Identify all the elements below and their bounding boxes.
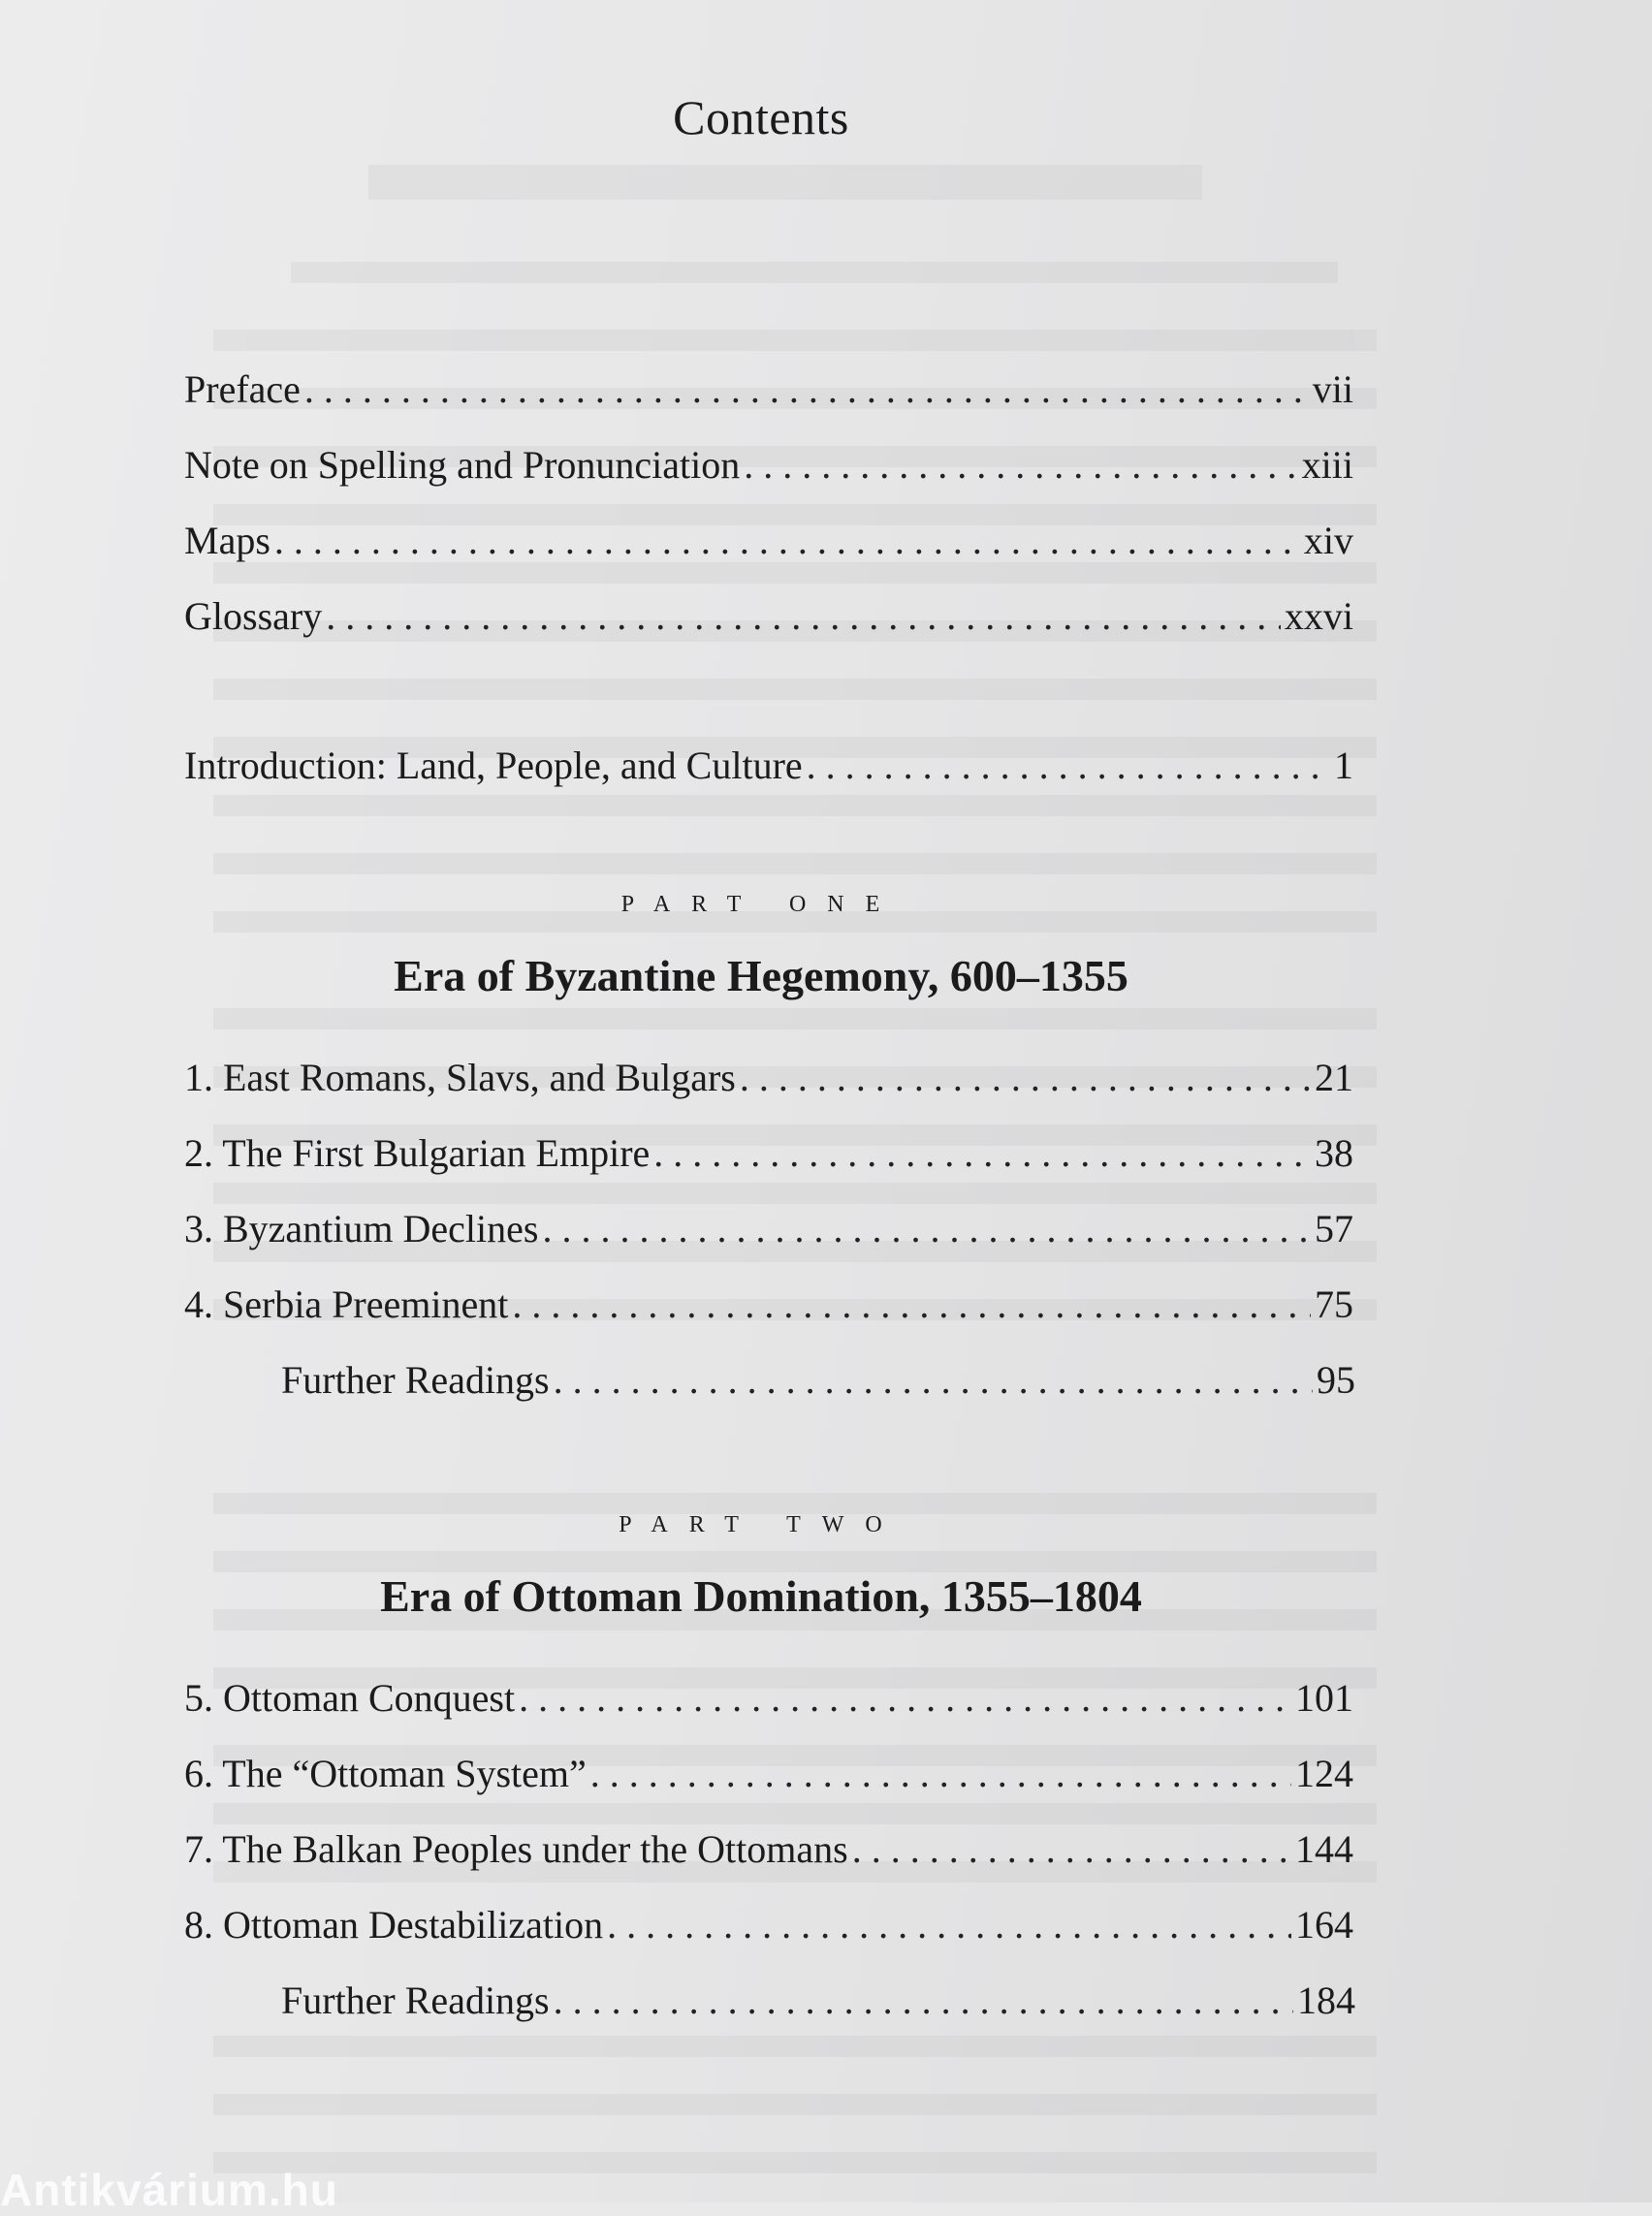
toc-leader-dots	[740, 1055, 1311, 1100]
toc-leader-dots	[304, 366, 1309, 412]
toc-entry-page: 95	[1317, 1358, 1355, 1402]
toc-entry-page: xiii	[1301, 443, 1353, 487]
toc-entry-page: 75	[1315, 1282, 1353, 1326]
toc-entry-label: 4. Serbia Preeminent	[184, 1282, 509, 1326]
toc-entry-label: 3. Byzantium Declines	[184, 1207, 539, 1250]
part-two-label: PART TWO	[619, 1512, 904, 1537]
toc-leader-dots	[554, 1978, 1293, 2023]
toc-entry-page: 184	[1297, 1979, 1355, 2022]
toc-entry-page: 144	[1295, 1827, 1353, 1871]
toc-entry-introduction	[184, 743, 1353, 801]
toc-entry-chapter-3	[184, 1206, 1353, 1264]
toc-leader-dots	[653, 1130, 1311, 1176]
toc-entry-label: 5. Ottoman Conquest	[184, 1676, 516, 1720]
toc-entry-label: 1. East Romans, Slavs, and Bulgars	[184, 1056, 736, 1099]
toc-entry-label: Further Readings	[281, 1358, 550, 1402]
toc-entry-chapter-5	[184, 1675, 1353, 1733]
toc-entry-chapter-7	[184, 1826, 1353, 1884]
toc-entry-maps	[184, 518, 1353, 576]
toc-entry-label: Preface	[184, 367, 301, 411]
toc-entry-page: 164	[1295, 1903, 1353, 1947]
toc-entry-label: 7. The Balkan Peoples under the Ottomans	[184, 1827, 848, 1871]
watermark: Antikvárium.hu	[0, 2165, 338, 2215]
part-one-label: PART ONE	[620, 892, 902, 917]
toc-entry-page: 101	[1295, 1676, 1353, 1720]
toc-entry-label: 8. Ottoman Destabilization	[184, 1903, 604, 1947]
toc-leader-dots	[512, 1282, 1311, 1327]
toc-entry-spelling	[184, 442, 1353, 500]
toc-entry-label: Glossary	[184, 594, 323, 638]
toc-entry-label: 6. The “Ottoman System”	[184, 1752, 587, 1795]
toc-entry-label: Further Readings	[281, 1979, 550, 2022]
toc-entry-page: 124	[1295, 1752, 1353, 1795]
toc-entry-page: 38	[1315, 1131, 1353, 1175]
toc-entry-page: 1	[1334, 744, 1353, 787]
toc-entry-page: xxvi	[1284, 594, 1353, 638]
toc-entry-glossary	[184, 593, 1353, 651]
toc-leader-dots	[542, 1206, 1311, 1251]
part-two-title: Era of Ottoman Domination, 1355–1804	[380, 1571, 1142, 1621]
toc-entry-chapter-4	[184, 1282, 1353, 1340]
toc-entry-page: 57	[1315, 1207, 1353, 1250]
toc-leader-dots	[744, 442, 1297, 488]
toc-entry-page: xiv	[1303, 519, 1353, 562]
toc-entry-chapter-1	[184, 1055, 1353, 1113]
part-one-title: Era of Byzantine Hegemony, 600–1355	[394, 951, 1128, 1000]
toc-entry-chapter-6	[184, 1751, 1353, 1809]
toc-entry-label: Maps	[184, 519, 270, 562]
toc-leader-dots	[590, 1751, 1291, 1796]
toc-entry-chapter-2	[184, 1130, 1353, 1188]
toc-leader-dots	[326, 593, 1281, 639]
toc-leader-dots	[607, 1902, 1291, 1947]
toc-entry-label: 2. The First Bulgarian Empire	[184, 1131, 651, 1175]
toc-leader-dots	[519, 1675, 1291, 1721]
toc-entry-chapter-8	[184, 1902, 1353, 1960]
page-title: Contents	[673, 90, 849, 144]
toc-entry-label: Introduction: Land, People, and Culture	[184, 744, 803, 787]
toc-entry-part-two-further-readings	[281, 1978, 1355, 2036]
toc-entry-page: vii	[1312, 367, 1353, 411]
toc-leader-dots	[554, 1357, 1313, 1403]
toc-leader-dots	[807, 743, 1330, 788]
toc-entry-page: 21	[1315, 1056, 1353, 1099]
toc-entry-label: Note on Spelling and Pronunciation	[184, 443, 741, 487]
toc-entry-preface	[184, 366, 1353, 425]
toc-leader-dots	[852, 1826, 1291, 1872]
toc-entry-part-one-further-readings	[281, 1357, 1355, 1415]
toc-leader-dots	[274, 518, 1300, 563]
